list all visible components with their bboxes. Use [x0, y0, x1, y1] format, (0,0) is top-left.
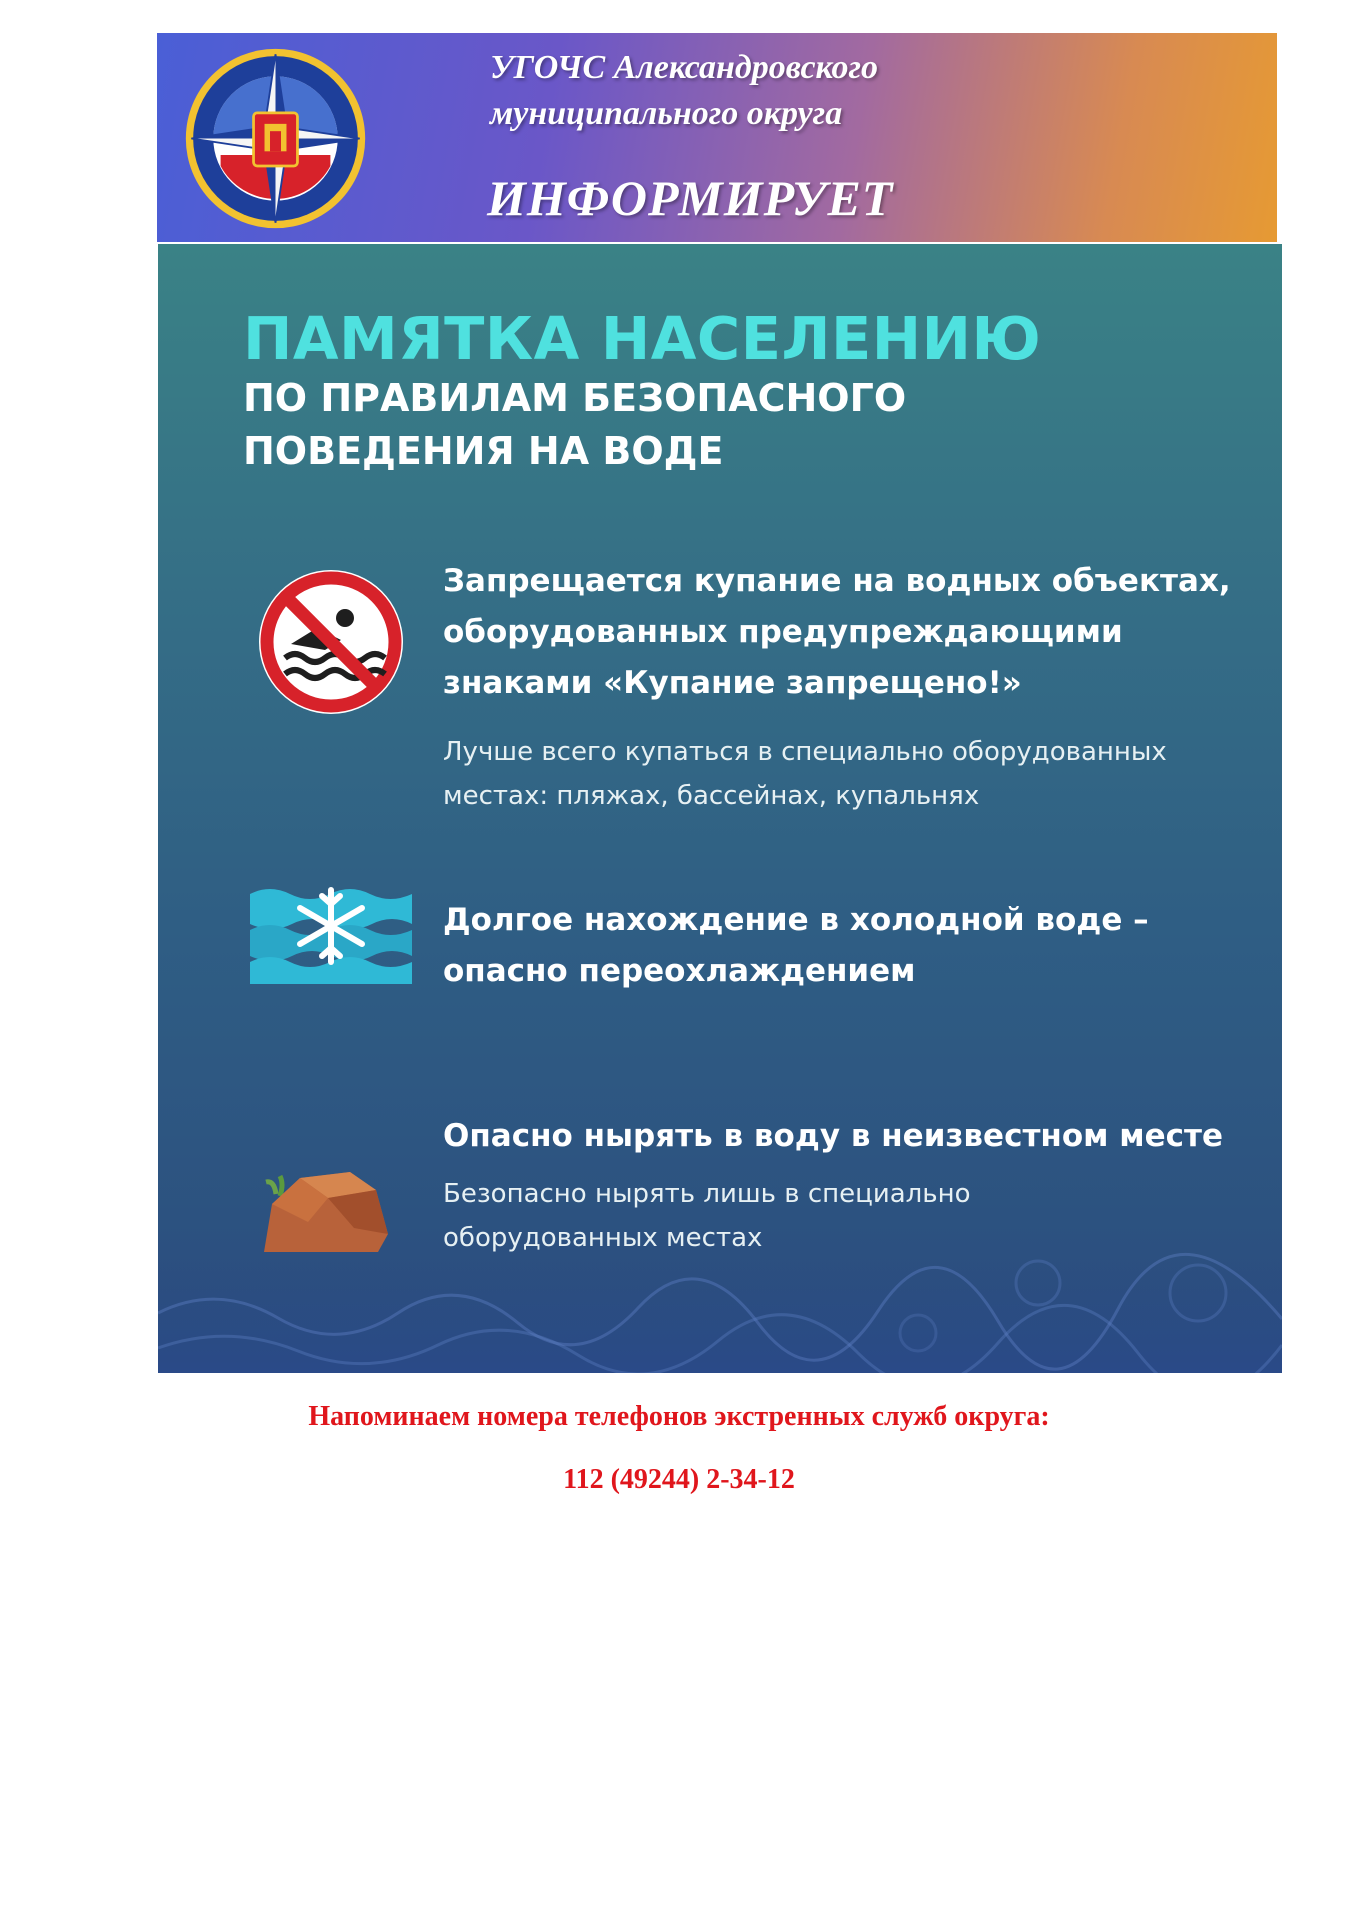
rock-icon: [258, 1162, 390, 1254]
item-2-main-line2: опасно переохлаждением: [443, 953, 916, 989]
org-name-line2: муниципального округа: [490, 95, 843, 132]
item-2-main-line1: Долгое нахождение в холодной воде –: [443, 902, 1149, 938]
informs-heading: ИНФОРМИРУЕТ: [487, 170, 894, 226]
item-2-main: [443, 895, 1149, 997]
item-1-sub-line1: Лучше всего купаться в специально оборудованных: [443, 737, 1167, 767]
no-swimming-icon: [255, 566, 407, 718]
item-1-sub: [443, 730, 1167, 818]
item-1-main-line1: Запрещается купание на водных объектах,: [443, 563, 1231, 599]
safety-poster: [158, 244, 1282, 1373]
emergency-phones: 112 (49244) 2-34-12: [563, 1464, 795, 1495]
item-3-main-line1: Опасно нырять в воду в неизвестном месте: [443, 1118, 1223, 1154]
item-1-sub-line2: местах: пляжах, бассейнах, купальнях: [443, 781, 980, 811]
item-1-main-line2: оборудованных предупреждающими: [443, 614, 1123, 650]
item-1-main-line3: знаками «Купание запрещено!»: [443, 665, 1022, 701]
item-1-main: [443, 556, 1231, 709]
item-3-sub-line1: Безопасно нырять лишь в специально: [443, 1179, 971, 1209]
item-3-sub-line2: оборудованных местах: [443, 1223, 763, 1253]
header-banner: [157, 33, 1277, 242]
org-name: [490, 45, 878, 137]
cold-water-icon: [250, 884, 412, 984]
poster-subtitle-line2: ПОВЕДЕНИЯ НА ВОДЕ: [243, 429, 724, 473]
emergency-reminder: Напоминаем номера телефонов экстренных служб округа:: [308, 1401, 1050, 1432]
item-3-sub: [443, 1172, 971, 1260]
poster-title: ПАМЯТКА НАСЕЛЕНИЮ: [243, 304, 1042, 373]
item-3-main: [443, 1111, 1223, 1162]
org-name-line1: УГОЧС Александровского: [490, 49, 879, 86]
poster-subtitle-line1: ПО ПРАВИЛАМ БЕЗОПАСНОГО: [243, 376, 907, 420]
emergency-service-emblem-icon: [184, 47, 367, 230]
poster-subtitle: [243, 372, 906, 478]
